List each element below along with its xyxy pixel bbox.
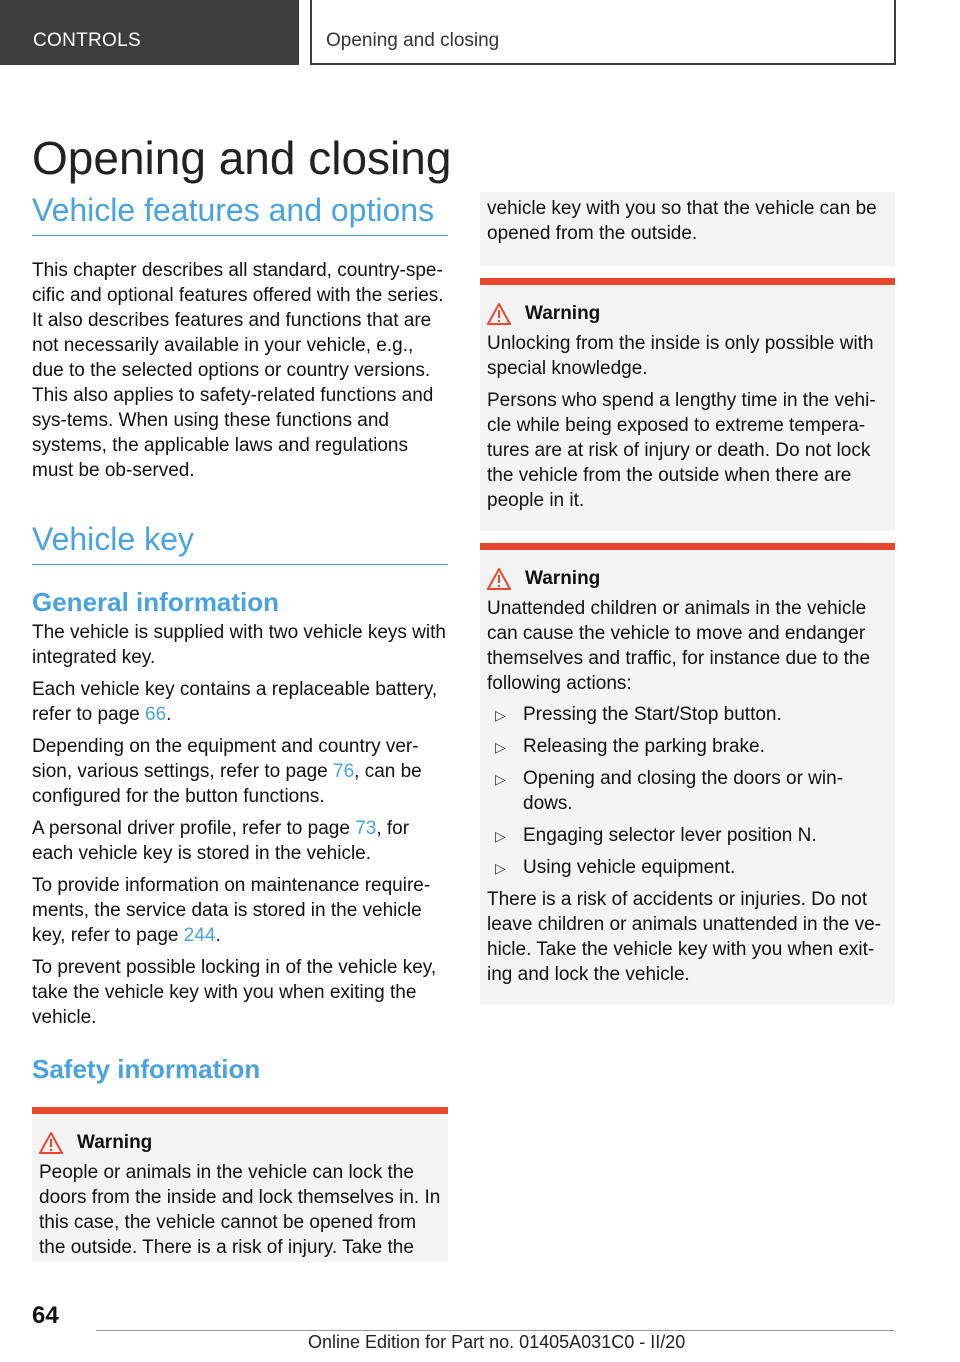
features-heading: Vehicle features and options (32, 192, 448, 236)
warning-3-outro: There is a risk of accidents or injuries. Do not leave children or animals unattended in the ve-hicle. Take the vehicle key with you when exit-ing and lock the vehicle. (487, 889, 881, 985)
triangle-bullet-icon: ▷ (495, 828, 506, 844)
warning-2-paragraph-1: Unlocking from the inside is only possible with special knowledge. (487, 333, 874, 379)
warning-triangle-icon (39, 1132, 63, 1154)
footer-edition: Online Edition for Part no. 01405A031C0 - II/20 (308, 1332, 686, 1352)
key-paragraph-2: Each vehicle key contains a replaceable battery, refer to page 66. (32, 679, 438, 725)
warning-title: Warning (487, 303, 888, 325)
page-link-66[interactable]: 66 (145, 704, 167, 725)
features-body: This chapter describes all standard, country-spe-cific and optional features offered with the series. It also describes features and functions that are not necessarily available in your vehicle, e.g., due to the selected options or country versions. This also applies to safety-related functions and sys-tems. When using these functions and systems, the applicable laws and regulations must be ob-served. (32, 260, 444, 481)
warning-title: Warning (487, 568, 888, 590)
triangle-bullet-icon: ▷ (495, 707, 506, 723)
warning-3-intro: Unattended children or animals in the vehicle can cause the vehicle to move and endanger themselves and traffic, for instance due to the following actions: (487, 598, 871, 694)
warning-1-body-continued: vehicle key with you so that the vehicle can be opened from the outside. (487, 198, 877, 244)
right-column (480, 192, 895, 1005)
warning-box-2 (480, 278, 895, 531)
warning-3-list (487, 702, 888, 880)
warning-box-3 (480, 543, 895, 1005)
list-item: ▷ Pressing the Start/Stop button. (495, 702, 888, 727)
warning-1-body: People or animals in the vehicle can lock the doors from the inside and lock themselves in. In this case, the vehicle cannot be opened from the outside. There is a risk of injury. Take the (39, 1162, 441, 1258)
triangle-bullet-icon: ▷ (495, 739, 506, 755)
page-link-244[interactable]: 244 (183, 925, 216, 946)
left-column (32, 192, 448, 1262)
warning-box-1 (32, 1107, 448, 1262)
footer-divider (96, 1330, 894, 1331)
page-title: Opening and closing (32, 131, 452, 184)
key-paragraph-6: To prevent possible locking in of the vehicle key, take the vehicle key with you when exiting the vehicle. (32, 957, 437, 1028)
safety-info-heading: Safety information (32, 1054, 261, 1084)
list-item: ▷ Using vehicle equipment. (495, 855, 888, 880)
page-link-73[interactable]: 73 (355, 818, 377, 839)
warning-title: Warning (39, 1132, 441, 1154)
key-paragraph-4: A personal driver profile, refer to page 73, for each vehicle key is stored in the vehicle. (32, 818, 410, 864)
list-item: ▷ Engaging selector lever position N. (495, 823, 888, 848)
page-number: 64 (32, 1302, 59, 1329)
warning-box-1-continued (480, 192, 895, 266)
header-chapter: Opening and closing (310, 0, 896, 65)
list-item: ▷ Releasing the parking brake. (495, 734, 888, 759)
key-paragraph-3: Depending on the equipment and country ver-sion, various settings, refer to page 76, can be configured for the button functions. (32, 736, 422, 807)
warning-triangle-icon (487, 568, 511, 590)
page-link-76[interactable]: 76 (333, 761, 355, 782)
key-paragraph-1: The vehicle is supplied with two vehicle keys with integrated key. (32, 622, 446, 668)
key-paragraph-5: To provide information on maintenance require-ments, the service data is stored in the vehicle key, refer to page 244. (32, 875, 431, 946)
triangle-bullet-icon: ▷ (495, 771, 506, 787)
list-item: ▷ Opening and closing the doors or win-dows. (495, 768, 844, 814)
vehicle-key-heading: Vehicle key (32, 521, 448, 565)
general-info-heading: General information (32, 587, 280, 617)
warning-triangle-icon (487, 303, 511, 325)
warning-2-paragraph-2: Persons who spend a lengthy time in the vehi-cle while being exposed to extreme tempera-tures are at risk of injury or death. Do not lock the vehicle from the outside when there are people in it. (487, 390, 876, 511)
header-section: CONTROLS (0, 0, 299, 65)
triangle-bullet-icon: ▷ (495, 860, 506, 876)
